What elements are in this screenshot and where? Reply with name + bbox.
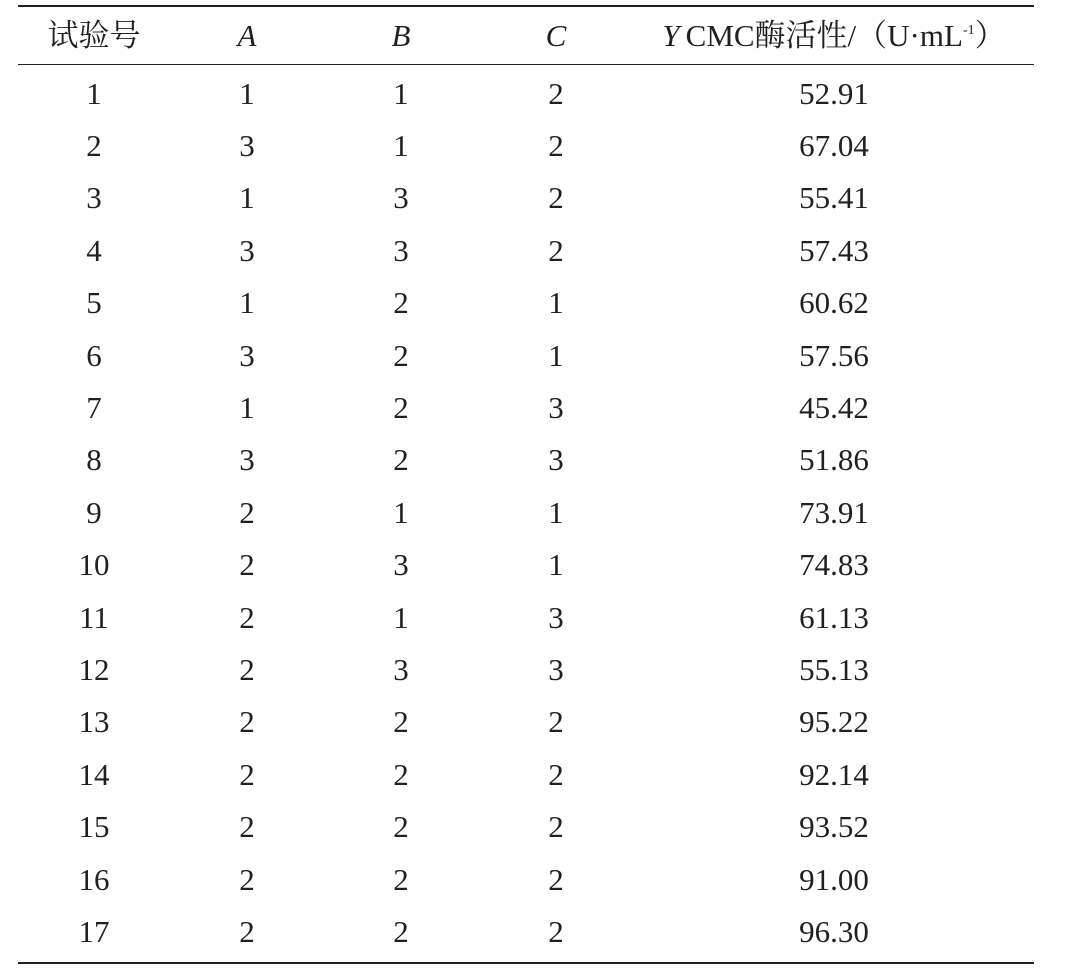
table-row [18, 224, 1034, 276]
header-response-y [634, 20, 1034, 51]
factor-c-cell: 2 [548, 913, 564, 949]
factor-a-cell: 1 [239, 285, 255, 321]
cmc-activity-cell: 92.14 [799, 756, 869, 792]
factor-c-cell: 1 [548, 285, 564, 321]
table-row [18, 853, 1034, 905]
factor-c-cell: 2 [548, 128, 564, 164]
factor-b-cell: 1 [393, 599, 409, 635]
factor-b-cell: 2 [393, 337, 409, 373]
header-factor-b: B [391, 18, 411, 53]
cmc-activity-cell: 55.41 [799, 180, 869, 216]
factor-c-cell: 1 [548, 337, 564, 373]
table-row [18, 329, 1034, 381]
trial-number-cell: 8 [86, 442, 102, 478]
factor-b-cell: 2 [393, 756, 409, 792]
factor-c-cell: 2 [548, 756, 564, 792]
trial-number-cell: 6 [86, 337, 102, 373]
header-factor-c: C [545, 18, 567, 53]
factor-a-cell: 2 [239, 547, 255, 583]
trial-number-cell: 5 [86, 285, 102, 321]
factor-a-cell: 1 [239, 75, 255, 111]
factor-b-cell: 3 [393, 547, 409, 583]
factor-b-cell: 2 [393, 704, 409, 740]
cmc-activity-cell: 61.13 [799, 599, 869, 635]
table-row [18, 905, 1034, 957]
table-row [18, 591, 1034, 643]
trial-number-cell: 17 [78, 913, 110, 949]
factor-b-cell: 2 [393, 442, 409, 478]
header-y-label: CMC酶活性/（U·mL [685, 18, 963, 53]
factor-a-cell: 2 [239, 599, 255, 635]
factor-c-cell: 2 [548, 232, 564, 268]
factor-a-cell: 3 [239, 232, 255, 268]
trial-number-cell: 14 [78, 756, 110, 792]
factor-b-cell: 1 [393, 128, 409, 164]
factor-a-cell: 1 [239, 390, 255, 426]
table-row [18, 748, 1034, 800]
table-row [18, 800, 1034, 852]
factor-a-cell: 3 [239, 337, 255, 373]
trial-number-cell: 15 [78, 809, 110, 845]
factor-b-cell: 2 [393, 809, 409, 845]
factor-c-cell: 1 [548, 547, 564, 583]
table-body [18, 65, 1034, 962]
table-row [18, 486, 1034, 538]
header-y-unit-exponent: -1 [962, 23, 975, 38]
factor-b-cell: 3 [393, 180, 409, 216]
header-y-symbol: Y [662, 18, 680, 53]
table-row [18, 172, 1034, 224]
cmc-activity-cell: 57.56 [799, 337, 869, 373]
trial-number-cell: 11 [79, 599, 109, 635]
cmc-activity-cell: 74.83 [799, 547, 869, 583]
table-row [18, 381, 1034, 433]
factor-b-cell: 2 [393, 285, 409, 321]
trial-number-cell: 3 [86, 180, 102, 216]
factor-a-cell: 2 [239, 913, 255, 949]
cmc-activity-cell: 57.43 [799, 232, 869, 268]
cmc-activity-cell: 52.91 [799, 75, 869, 111]
table-row [18, 696, 1034, 748]
factor-c-cell: 3 [548, 442, 564, 478]
header-trial-number: 试验号 [47, 18, 141, 53]
table-row [18, 643, 1034, 695]
header-factor-a: A [237, 18, 257, 53]
trial-number-cell: 12 [78, 651, 110, 687]
trial-number-cell: 16 [78, 861, 110, 897]
cmc-activity-cell: 93.52 [799, 809, 869, 845]
cmc-activity-cell: 45.42 [799, 390, 869, 426]
trial-number-cell: 13 [78, 704, 110, 740]
factor-b-cell: 2 [393, 390, 409, 426]
results-table [18, 5, 1034, 964]
factor-c-cell: 2 [548, 75, 564, 111]
trial-number-cell: 10 [78, 547, 110, 583]
table-header-row [18, 7, 1034, 65]
cmc-activity-cell: 96.30 [799, 913, 869, 949]
factor-a-cell: 3 [239, 442, 255, 478]
factor-b-cell: 1 [393, 494, 409, 530]
table-row [18, 119, 1034, 171]
factor-c-cell: 2 [548, 180, 564, 216]
factor-a-cell: 2 [239, 494, 255, 530]
factor-c-cell: 3 [548, 651, 564, 687]
factor-a-cell: 2 [239, 756, 255, 792]
cmc-activity-cell: 55.13 [799, 651, 869, 687]
factor-c-cell: 3 [548, 390, 564, 426]
trial-number-cell: 1 [86, 75, 102, 111]
factor-b-cell: 3 [393, 651, 409, 687]
cmc-activity-cell: 60.62 [799, 285, 869, 321]
trial-number-cell: 4 [86, 232, 102, 268]
cmc-activity-cell: 73.91 [799, 494, 869, 530]
factor-c-cell: 3 [548, 599, 564, 635]
factor-a-cell: 2 [239, 861, 255, 897]
factor-c-cell: 2 [548, 704, 564, 740]
factor-a-cell: 2 [239, 651, 255, 687]
trial-number-cell: 9 [86, 494, 102, 530]
factor-c-cell: 2 [548, 809, 564, 845]
factor-b-cell: 2 [393, 913, 409, 949]
factor-a-cell: 1 [239, 180, 255, 216]
table-row [18, 434, 1034, 486]
factor-a-cell: 2 [239, 704, 255, 740]
cmc-activity-cell: 67.04 [799, 128, 869, 164]
header-y-unit-close: ） [974, 18, 1006, 53]
factor-b-cell: 1 [393, 75, 409, 111]
table-row [18, 67, 1034, 119]
cmc-activity-cell: 91.00 [799, 861, 869, 897]
factor-a-cell: 3 [239, 128, 255, 164]
cmc-activity-cell: 51.86 [799, 442, 869, 478]
trial-number-cell: 2 [86, 128, 102, 164]
cmc-activity-cell: 95.22 [799, 704, 869, 740]
table-row [18, 277, 1034, 329]
factor-c-cell: 1 [548, 494, 564, 530]
factor-a-cell: 2 [239, 809, 255, 845]
table-row [18, 539, 1034, 591]
trial-number-cell: 7 [86, 390, 102, 426]
factor-b-cell: 3 [393, 232, 409, 268]
factor-b-cell: 2 [393, 861, 409, 897]
factor-c-cell: 2 [548, 861, 564, 897]
